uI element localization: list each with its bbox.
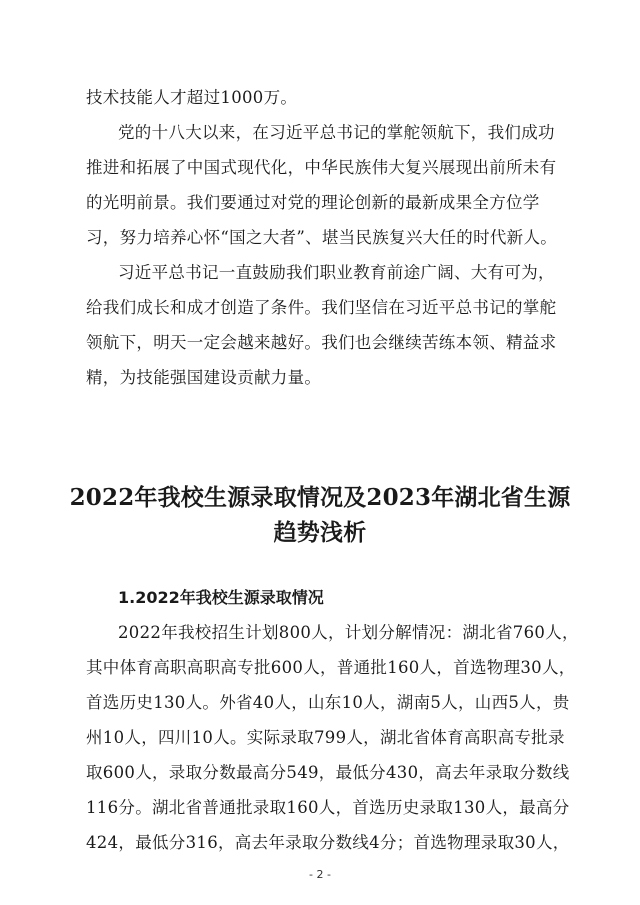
text-line: 习，努力培养心怀“国之大者”、堪当民族复兴大任的时代新人。 [86, 228, 558, 247]
text-line: 其中体育高职高职高专批600人，普通批160人，首选物理30人， [86, 658, 576, 677]
text-line: 116分。湖北省普通批录取160人，首选历史录取130人，最高分 [86, 798, 570, 817]
text-line: 取600人，录取分数最高分549，最低分430，高去年录取分数线 [86, 763, 570, 782]
text-line: 精，为技能强国建设贡献力量。 [86, 368, 322, 387]
text-line: 党的十八大以来，在习近平总书记的掌舵领航下，我们成功 [118, 123, 555, 142]
article-title-line: 趋势浅析 [273, 519, 367, 546]
page-number: - 2 - [309, 868, 331, 881]
text-line: 推进和拓展了中国式现代化，中华民族伟大复兴展现出前所未有 [86, 158, 557, 177]
article-title-line: 2022年我校生源录取情况及2023年湖北省生源 [69, 484, 571, 511]
text-line: 给我们成长和成才创造了条件。我们坚信在习近平总书记的掌舵 [86, 298, 557, 317]
text-line: 领航下，明天一定会越来越好。我们也会继续苦练本领、精益求 [86, 333, 557, 352]
text-line: 2022年我校招生计划800人，计划分解情况：湖北省760人， [118, 623, 579, 642]
text-line: 技术技能人才超过1000万。 [86, 88, 298, 107]
text-line: 习近平总书记一直鼓励我们职业教育前途广阔、大有可为， [118, 263, 555, 282]
section-heading: 1.2022年我校生源录取情况 [118, 588, 324, 607]
text-line: 首选历史130人。外省40人，山东10人，湖南5人，山西5人，贵 [86, 693, 570, 712]
text-line: 州10人，四川10人。实际录取799人，湖北省体育高职高专批录 [86, 728, 565, 747]
text-line: 的光明前景。我们要通过对党的理论创新的最新成果全方位学 [86, 193, 540, 212]
text-line: 424，最低分316，高去年录取分数线4分；首选物理录取30人， [86, 833, 570, 852]
